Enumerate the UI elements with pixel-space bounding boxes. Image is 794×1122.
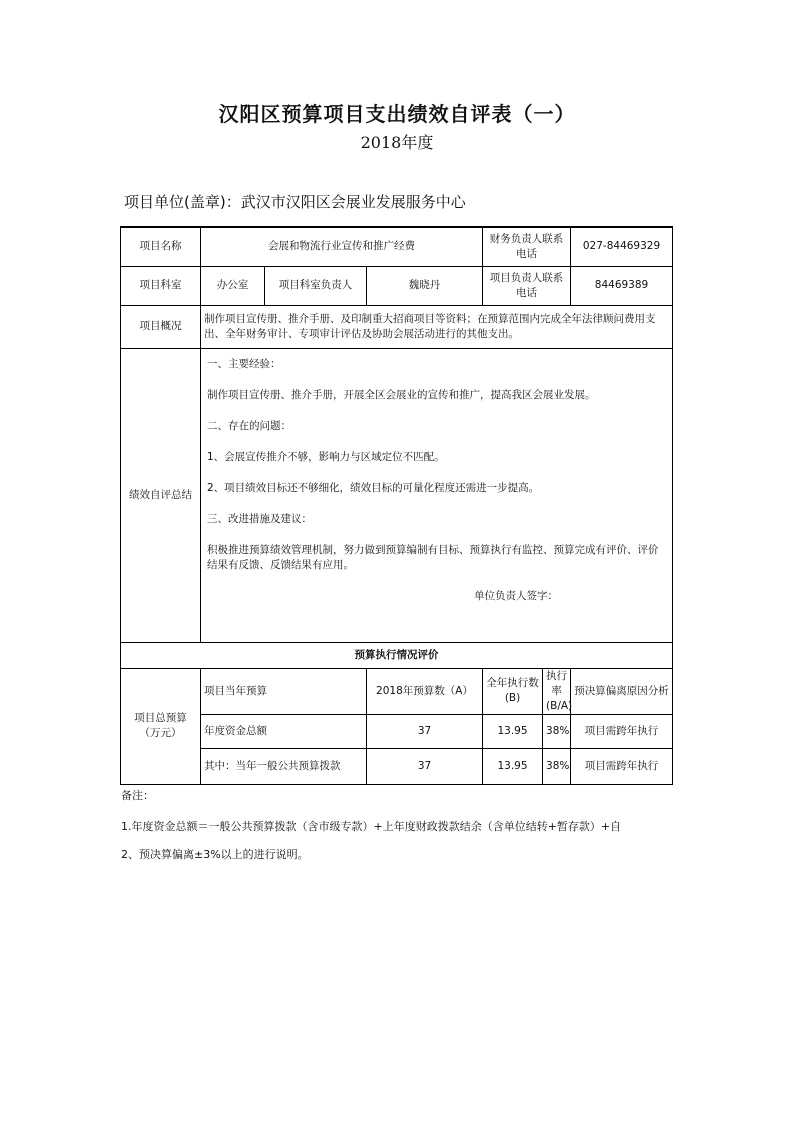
row-department <box>121 266 673 305</box>
row-budget: 37 <box>367 714 483 748</box>
dept-value: 办公室 <box>201 266 265 305</box>
summary-heading-problems: 二、存在的问题： <box>207 419 291 432</box>
table-row <box>121 714 673 748</box>
row-reason: 项目需跨年执行 <box>571 748 673 784</box>
summary-text-problem-1: 1、会展宣传推介不够，影响力与区域定位不匹配。 <box>207 450 445 463</box>
overview-value: 制作项目宣传册、推介手册、及印制重大招商项目等资料；在预算范围内完成全年法律顾问费用支出、全年财务审计、专项审计评估及协助会展活动进行的其他支出。 <box>201 305 673 348</box>
finance-contact-value: 027-84469329 <box>571 227 673 266</box>
dept-label: 项目科室 <box>121 266 201 305</box>
project-contact-value: 84469389 <box>571 266 673 305</box>
summary-text-experience: 制作项目宣传册、推介手册，开展全区会展业的宣传和推广，提高我区会展业发展。 <box>207 388 596 401</box>
summary-label: 绩效自评总结 <box>121 348 201 642</box>
dept-head-value: 魏晓丹 <box>367 266 483 305</box>
signature-line: 单位负责人签字： <box>474 589 559 602</box>
col-header-rate: 执行率(B/A) <box>543 668 571 714</box>
overview-label: 项目概况 <box>121 305 201 348</box>
dept-head-label: 项目科室负责人 <box>265 266 367 305</box>
project-name-value: 会展和物流行业宣传和推广经费 <box>201 227 483 266</box>
summary-text-measures: 积极推进预算绩效管理机制，努力做到预算编制有目标、预算执行有监控、预算完成有评价、评价结果有反馈、反馈结果有应用。 <box>207 543 659 571</box>
row-reason: 项目需跨年执行 <box>571 714 673 748</box>
row-performance-summary <box>121 348 673 642</box>
budget-group-label: 项目总预算（万元） <box>121 668 201 784</box>
summary-heading-experience: 一、主要经验： <box>207 357 281 370</box>
col-header-budget: 2018年预算数（A） <box>367 668 483 714</box>
summary-content <box>201 348 673 642</box>
row-project-name <box>121 227 673 266</box>
row-exec: 13.95 <box>483 714 543 748</box>
summary-text-problem-2: 2、项目绩效目标还不够细化，绩效目标的可量化程度还需进一步提高。 <box>207 481 540 494</box>
row-budget: 37 <box>367 748 483 784</box>
col-header-item: 项目当年预算 <box>201 668 367 714</box>
budget-section-title: 预算执行情况评价 <box>121 642 673 668</box>
report-year: 2018年度 <box>360 133 434 152</box>
row-item: 其中：当年一般公共预算拨款 <box>201 748 367 784</box>
project-unit-line: 项目单位(盖章)：武汉市汉阳区会展业发展服务中心 <box>124 193 466 211</box>
notes-title: 备注： <box>121 789 154 802</box>
table-row <box>121 748 673 784</box>
note-1: 1.年度资金总额＝一般公共预算拨款（含市级专款）+上年度财政拨款结余（含单位结转+暂存款）+自 <box>121 820 622 833</box>
row-overview <box>121 305 673 348</box>
page-title: 汉阳区预算项目支出绩效自评表（一） <box>218 102 576 126</box>
project-name-label: 项目名称 <box>121 227 201 266</box>
col-header-exec: 全年执行数(B) <box>483 668 543 714</box>
row-budget-header <box>121 668 673 714</box>
row-section-title <box>121 642 673 668</box>
project-contact-label: 项目负责人联系电话 <box>483 266 571 305</box>
col-header-reason: 预决算偏离原因分析 <box>571 668 673 714</box>
row-rate: 38% <box>543 714 571 748</box>
evaluation-form-table <box>120 226 673 785</box>
summary-heading-measures: 三、改进措施及建议： <box>207 512 312 525</box>
row-rate: 38% <box>543 748 571 784</box>
row-item: 年度资金总额 <box>201 714 367 748</box>
finance-contact-label: 财务负责人联系电话 <box>483 227 571 266</box>
row-exec: 13.95 <box>483 748 543 784</box>
note-2: 2、预决算偏离±3%以上的进行说明。 <box>121 848 309 861</box>
